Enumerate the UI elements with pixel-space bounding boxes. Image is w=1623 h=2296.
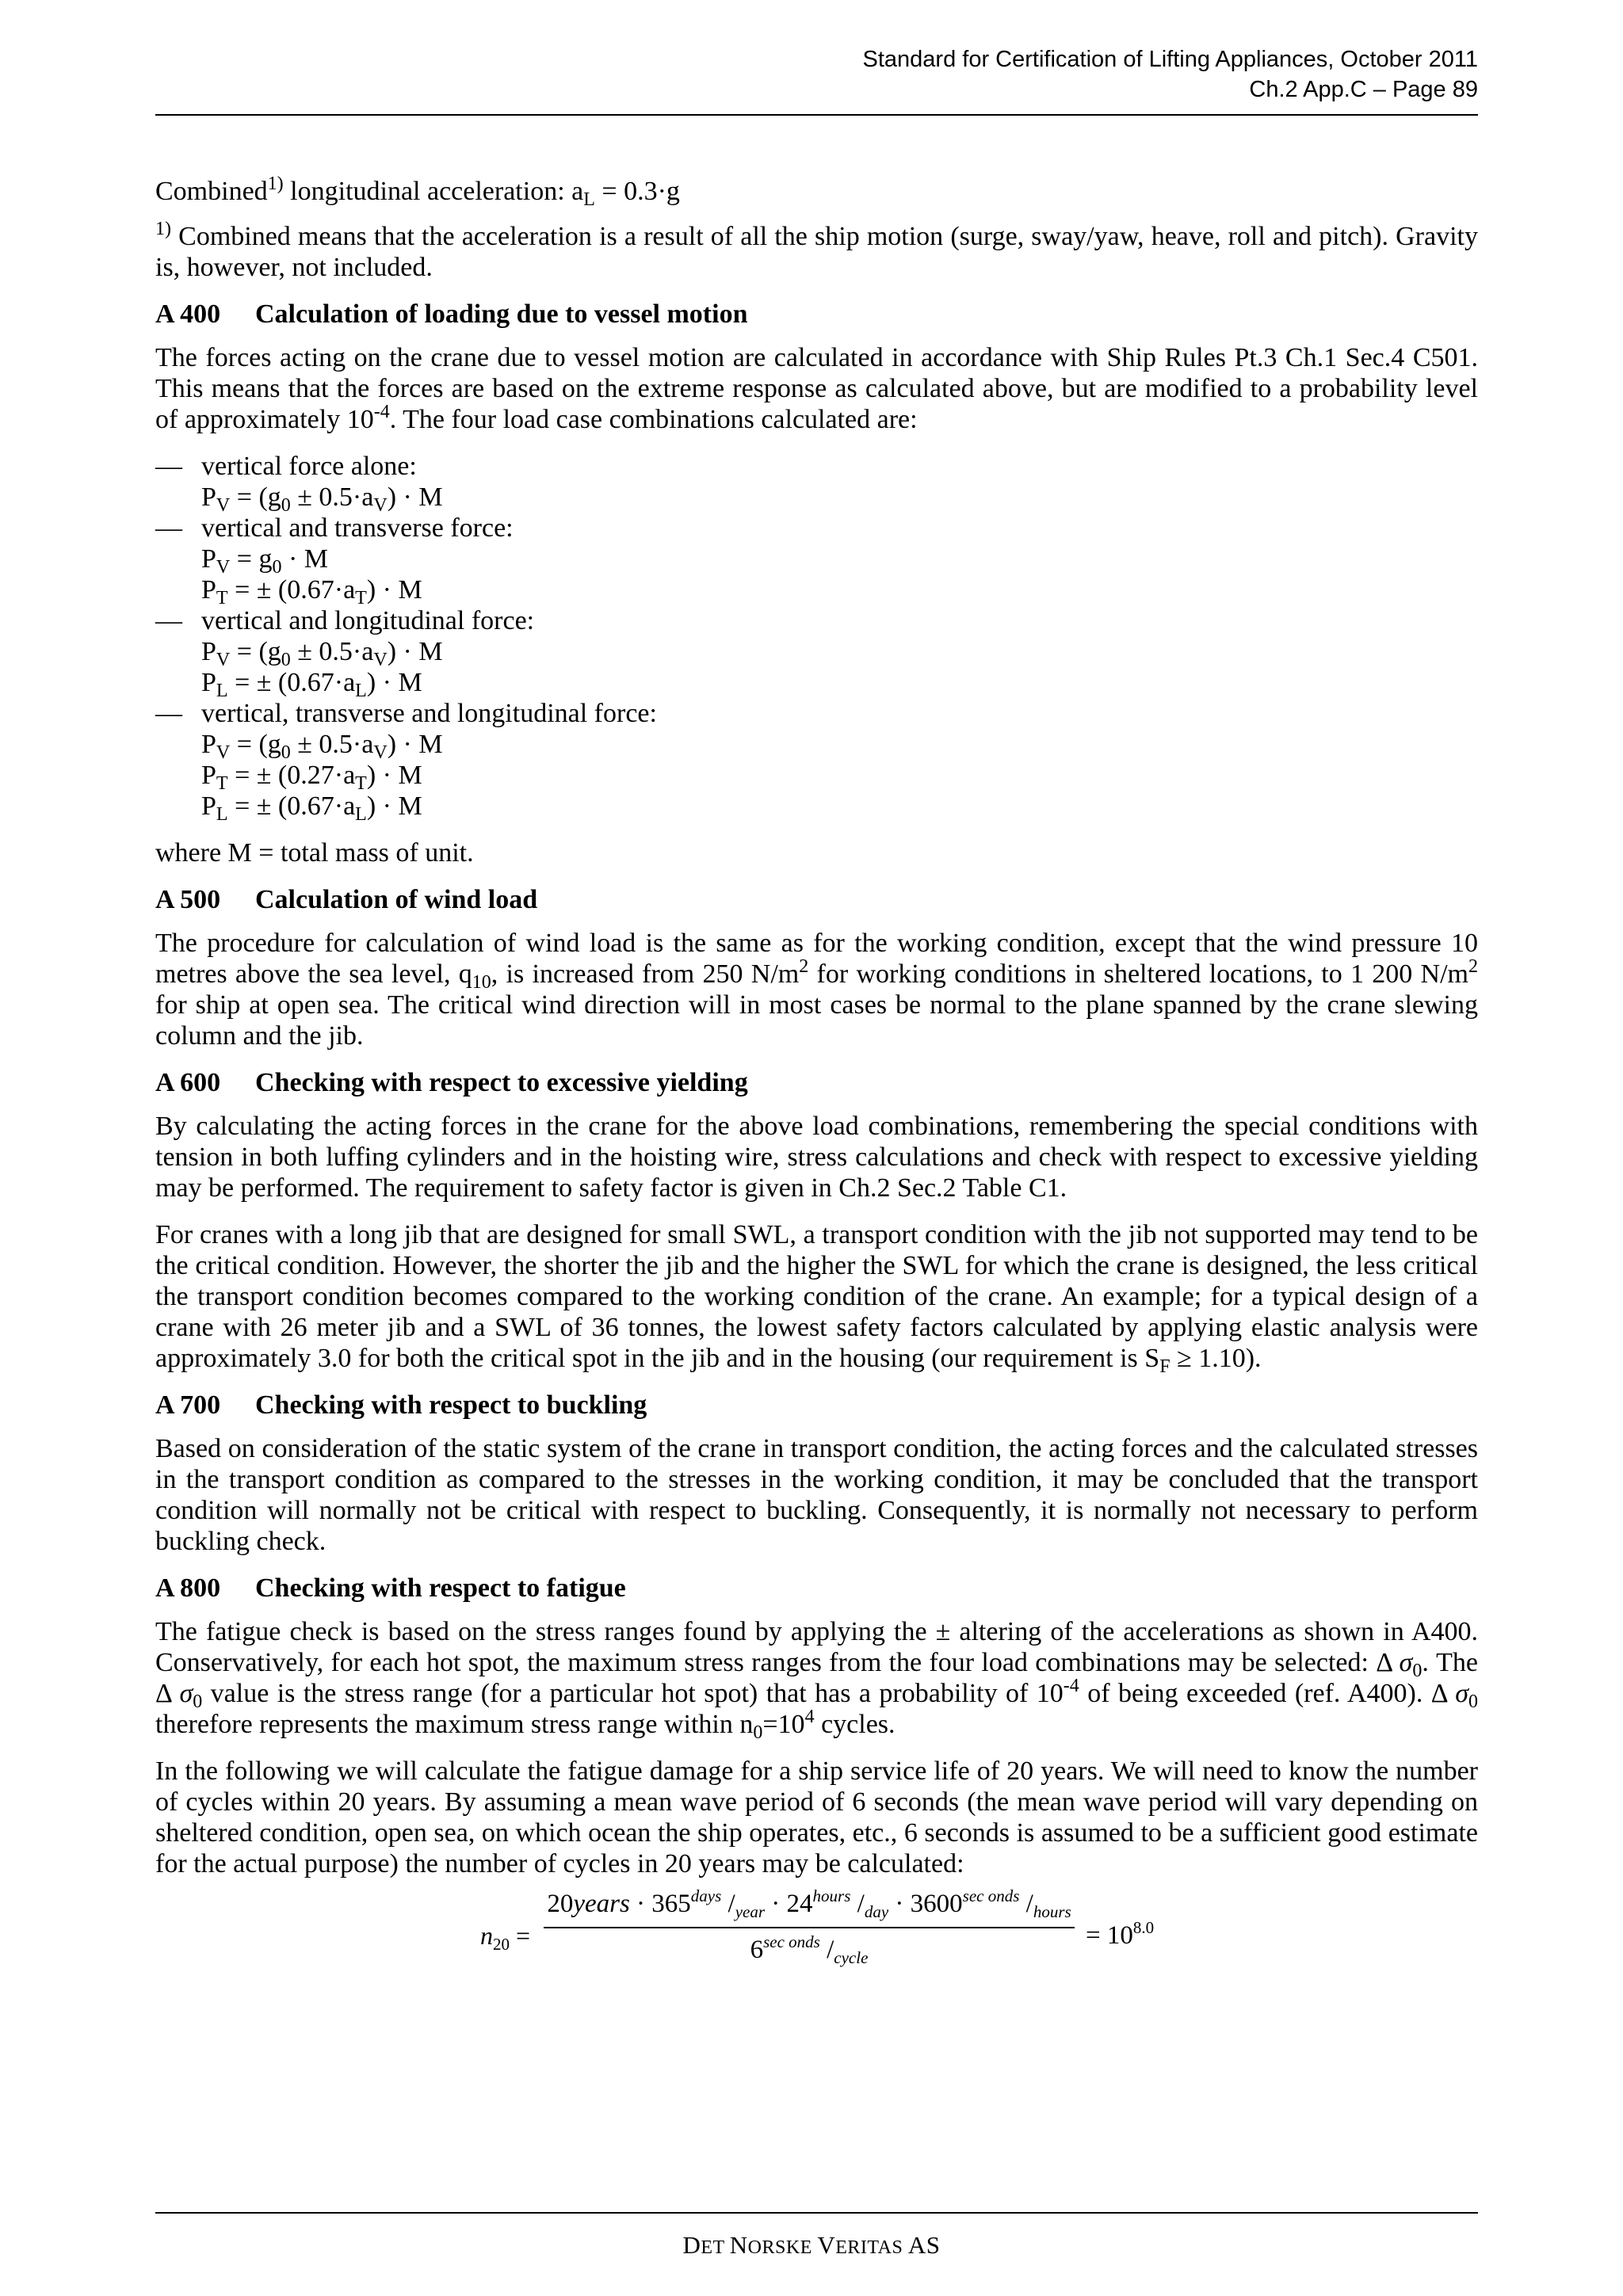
section-heading-a700: A 700 Checking with respect to buckling — [155, 1390, 647, 1420]
section-heading-a500: A 500 Calculation of wind load — [155, 885, 538, 914]
equation-numerator: 20years · $365^{days}$ $/_{year} \cdot 24^{hours}$ $/_{day} \cdot 3600^{sec onds}$ $/_{hours}$ — [547, 1886, 1071, 1921]
paragraph-a800-2: In the following we will calculate the fatigue damage for a ship service life of 20 years. We will need to know the number of cycles within 20 years. By assuming a mean wave period of 6 seconds (the mean wave period will vary depending on sheltered condition, open sea, on which ocean the ship operates, etc., 6 seconds is assumed to be a sufficient good estimate for the actual purpose) the number of cycles in 20 years may be calculated: — [155, 1756, 1478, 1878]
list-item: — vertical, transverse and longitudinal force: — [155, 699, 657, 728]
cycles-equation — [155, 1884, 1478, 1979]
paragraph-a600-1: By calculating the acting forces in the crane for the above load combinations, remembering the special conditions with tension in both luffing cylinders and in the hoisting wire, stress calculations and check with respect to excessive yielding may be performed. The requirement to safety factor is given in Ch.2 Sec.2 Table C1. — [155, 1112, 1478, 1203]
formula-pv: $P_V = (g_0 \pm 0.5\cdot a_V) \cdot M$ — [201, 637, 443, 670]
paragraph-a500: The procedure for calculation of wind load is the same as for the working condition, except that the wind pressure 10 metres above the sea level, $q_{10}$, is increased from 250 $N/m^2$ for working conditions in sheltered locations, to 1 200 $N/m^2$ for ship at open sea. The critical wind direction will in most cases be normal to the plane spanned by the crane slewing column and the jib. — [155, 929, 1479, 1051]
fraction-bar — [544, 1927, 1075, 1928]
list-item: — vertical and longitudinal force: — [155, 606, 535, 635]
equation-denominator: $6^{sec onds}$ $/_{cycle}$ — [750, 1932, 869, 1967]
formula-pv: $P_V = g_0 \cdot M$ — [201, 544, 329, 578]
footnote: $^{1)}$ Combined means that the acceleration is a result of all the ship motion (surge, sway/yaw, heave, roll and pitch). Gravity is, however, not included. — [155, 219, 1478, 282]
page-footer: DET NORSKE VERITAS AS — [682, 2231, 941, 2259]
where-note: where M = total mass of unit. — [155, 838, 474, 868]
paragraph-a600-2: For cranes with a long jib that are designed for small SWL, a transport condition with the jib not supported may tend to be the critical condition. However, the shorter the jib and the higher the SWL for which the crane is designed, the less critical the transport condition becomes compared to the working condition of the crane. An example; for a typical design of a crane with 26 meter jib and a SWL of 36 tonnes, the lowest safety factors calculated by applying elastic analysis were approximately 3.0 for both the critical spot in the jib and in the housing (our requirement is $S_F \ge 1.10$). — [155, 1220, 1478, 1377]
equation-result: = $10^{8.0}$ — [1086, 1918, 1155, 1950]
paragraph-a700: Based on consideration of the static system of the crane in transport condition, the acting forces and the calculated stresses in the transport condition as compared to the stresses in the working condition, it may be concluded that the transport condition will normally not be critical with respect to buckling. Consequently, it is normally not necessary to perform buckling check. — [155, 1434, 1478, 1556]
paragraph-a400: The forces acting on the crane due to vessel motion are calculated in accordance with Ship Rules Pt.3 Ch.1 Sec.4 C501. This means that the forces are based on the extreme response as calculated above, but are modified to a probability level of approximately $10^{-4}$. The four load case combinations calculated are: — [155, 343, 1478, 434]
formula-pv: $P_V = (g_0 \pm 0.5\cdot a_V) \cdot M$ — [201, 730, 443, 763]
page-header — [863, 44, 1478, 105]
header-title: Standard for Certification of Lifting Appliances, October 2011 — [862, 47, 1478, 72]
header-rule — [155, 114, 1478, 116]
footer-rule — [155, 2212, 1478, 2214]
page-content — [155, 176, 1478, 1979]
formula-pt: $P_T$ = ± $(0.27\cdot a_T) \cdot M$ — [201, 761, 422, 794]
section-heading-a800: A 800 Checking with respect to fatigue — [155, 1573, 626, 1603]
equation-lhs: $n_{20}$ = — [480, 1921, 531, 1954]
load-case-list — [155, 451, 1478, 825]
header-page-number: Ch.2 App.C – Page 89 — [1249, 77, 1478, 102]
paragraph-a800-1: The fatigue check is based on the stress ranges found by applying the ± altering of the accelerations as shown in A400. Conservatively, for each hot spot, the maximum stress ranges from the four load combinations may be selected: Δ $\sigma_0$. The Δ $\sigma_0$ value is the stress range (for a particular hot spot) that has a probability of $10^{-4}$ of being exceeded (ref. A400). Δ $\sigma_0$ therefore represents the maximum stress range within $n_0=10^4$ cycles. — [155, 1617, 1478, 1743]
section-heading-a600: A 600 Checking with respect to excessive yielding — [155, 1068, 748, 1097]
formula-pt: $P_T$ = ± $(0.67\cdot a_T) \cdot M$ — [201, 575, 422, 608]
list-item: — vertical force alone: — [155, 452, 417, 481]
list-item: — vertical and transverse force: — [155, 513, 514, 543]
section-heading-a400: A 400 Calculation of loading due to vessel motion — [155, 299, 748, 329]
combined-acceleration-line: Combined$^{1)}$ longitudinal acceleration: $a_L = 0.3\cdot g$ — [155, 174, 680, 210]
formula-pv: $P_V = (g_0 \pm 0.5\cdot a_V) \cdot M$ — [201, 482, 443, 516]
formula-pl: $P_L$ = ± $(0.67\cdot a_L) \cdot M$ — [201, 668, 422, 701]
formula-pl: $P_L$ = ± $(0.67\cdot a_L) \cdot M$ — [201, 791, 422, 825]
